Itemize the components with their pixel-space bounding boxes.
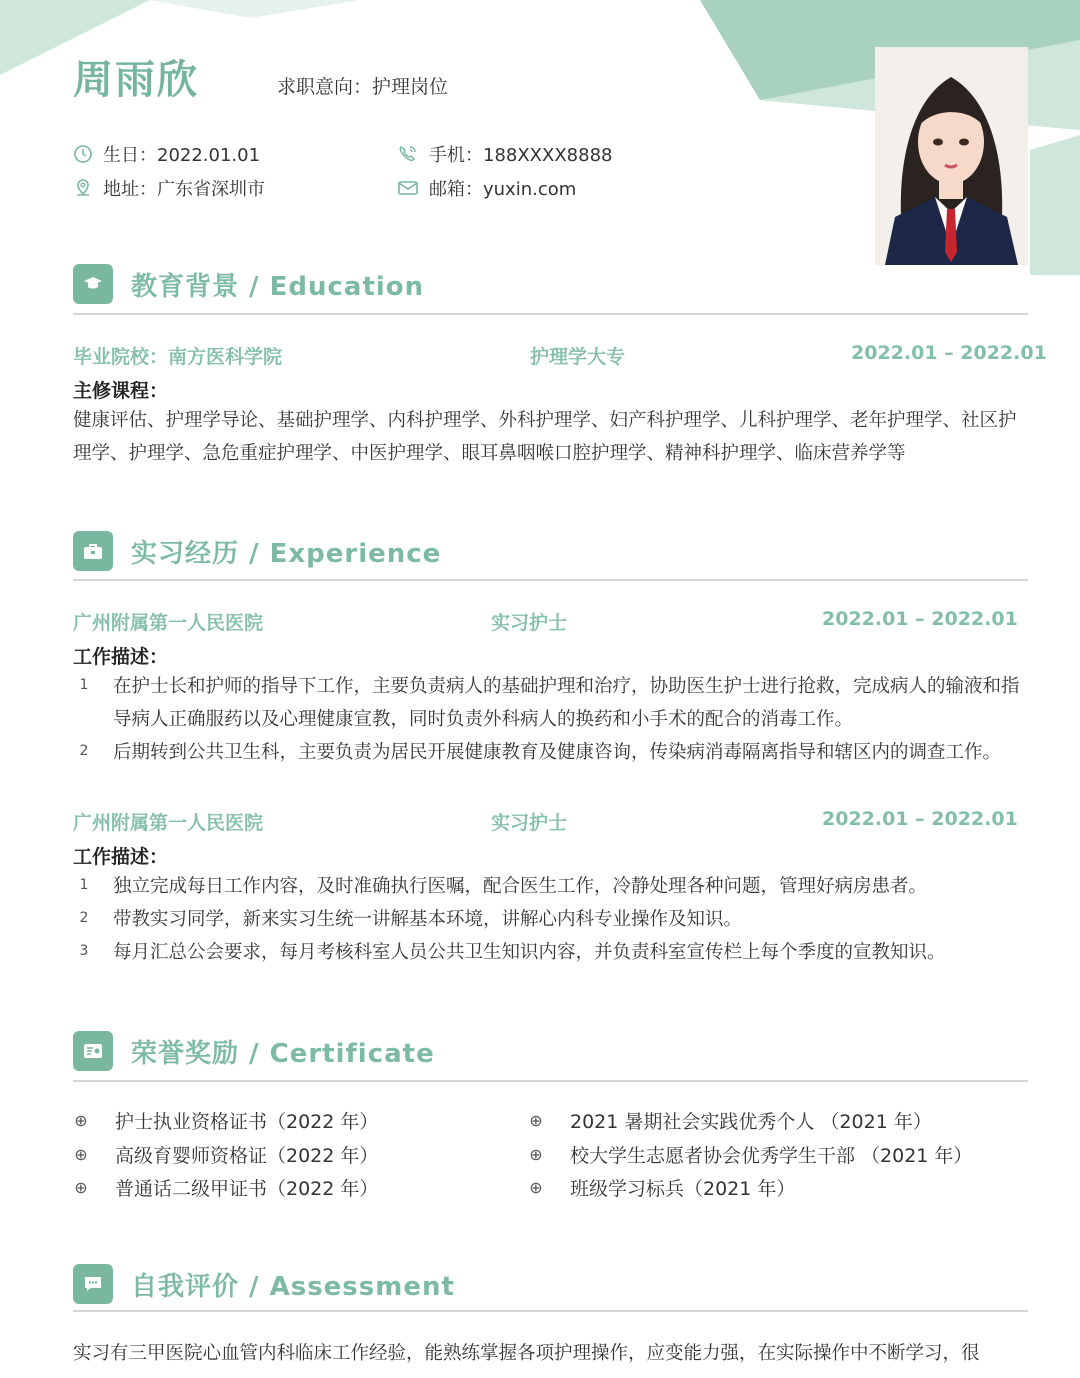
chat-bubble-icon: [73, 1264, 113, 1304]
circle-plus-icon: ⊕: [529, 1111, 543, 1130]
list-item: [73, 903, 1033, 936]
section-divider: [73, 1080, 1028, 1082]
item-text: 在护士长和护师的指导下工作，主要负责病人的基础护理和治疗，协助医生护士进行抢救，完成病人的输液和指导病人正确服药以及心理健康宣教，同时负责外科病人的换药和小手术的配合的消毒工作。: [113, 676, 1020, 730]
exp2-desc-label: 工作描述：: [73, 846, 169, 868]
education-period: 2022.01 – 2022.01: [851, 342, 1047, 364]
exp1-period: 2022.01 – 2022.01: [822, 608, 1018, 630]
item-text: 每月汇总公会要求，每月考核科室人员公共卫生知识内容，并负责科室宣传栏上每个季度的宣教知识。: [113, 942, 946, 963]
certificate-text: 班级学习标兵（2021 年）: [570, 1178, 796, 1200]
exp1-desc-label: 工作描述：: [73, 646, 169, 668]
certificate-text: 普通话二级甲证书（2022 年）: [115, 1178, 379, 1200]
address-row: [73, 175, 265, 201]
birthday-text: 生日：2022.01.01: [103, 145, 261, 166]
email-text: 邮箱：yuxin.com: [429, 179, 577, 200]
experience-title: 实习经历 / Experience: [131, 538, 442, 569]
item-text: 后期转到公共卫生科，主要负责为居民开展健康教育及健康咨询，传染病消毒隔离指导和辖区内的调查工作。: [113, 742, 1002, 763]
certificate-text: 高级育婴师资格证（2022 年）: [115, 1145, 379, 1167]
school-name: 毕业院校：南方医科学院: [73, 346, 283, 368]
item-number: 2: [79, 910, 89, 926]
circle-plus-icon: ⊕: [529, 1145, 543, 1164]
certificate-header: [73, 1031, 435, 1071]
list-item: [73, 870, 1033, 903]
certificate-text: 校大学生志愿者协会优秀学生干部 （2021 年）: [570, 1145, 973, 1167]
certificate-title: 荣誉奖励 / Certificate: [131, 1038, 435, 1069]
circle-plus-icon: ⊕: [529, 1178, 543, 1197]
education-title: 教育背景 / Education: [131, 271, 425, 302]
section-divider: [73, 579, 1028, 581]
job-intent: 求职意向：护理岗位: [277, 76, 449, 98]
assessment-header: [73, 1264, 455, 1304]
courses-label: 主修课程：: [73, 380, 169, 402]
exp1-role: 实习护士: [491, 612, 568, 634]
item-text: 带教实习同学，新来实习生统一讲解基本环境，讲解心内科专业操作及知识。: [113, 909, 743, 930]
exp2-role: 实习护士: [491, 812, 568, 834]
address-text: 地址：广东省深圳市: [103, 179, 265, 200]
section-divider: [73, 313, 1028, 315]
profile-photo: [875, 47, 1028, 265]
circle-plus-icon: ⊕: [74, 1145, 88, 1164]
certificate-item: [73, 1174, 378, 1201]
item-number: 3: [79, 943, 89, 959]
clock-icon: [73, 144, 93, 164]
graduation-cap-icon: [73, 264, 113, 304]
certificate-item: [528, 1141, 972, 1168]
major-name: 护理学大专: [530, 346, 626, 368]
phone-icon: [397, 144, 419, 164]
exp2-period: 2022.01 – 2022.01: [822, 808, 1018, 830]
item-number: 1: [79, 677, 89, 693]
certificate-item: [73, 1141, 378, 1168]
certificate-item: [73, 1107, 378, 1134]
item-number: 2: [79, 743, 89, 759]
circle-plus-icon: ⊕: [74, 1111, 88, 1130]
location-pin-icon: [73, 178, 93, 198]
email-row: [397, 175, 576, 201]
phone-row: [397, 141, 613, 167]
item-text: 独立完成每日工作内容，及时准确执行医嘱，配合医生工作，冷静处理各种问题，管理好病房患者。: [113, 876, 928, 897]
experience-header: [73, 531, 441, 571]
education-header: [73, 264, 424, 304]
section-divider: [73, 1310, 1028, 1312]
list-item: [73, 670, 1033, 736]
certificate-item: [528, 1107, 932, 1134]
exp2-org: 广州附属第一人民医院: [73, 812, 264, 834]
assessment-title: 自我评价 / Assessment: [131, 1271, 455, 1302]
circle-plus-icon: ⊕: [74, 1178, 88, 1197]
candidate-name: 周雨欣: [73, 57, 199, 103]
birthday-row: [73, 141, 260, 167]
item-number: 1: [79, 877, 89, 893]
assessment-text: 实习有三甲医院心血管内科临床工作经验，能熟练掌握各项护理操作，应变能力强，在实际操作中不断学习，很: [73, 1343, 980, 1364]
briefcase-icon: [73, 531, 113, 571]
certificate-icon: [73, 1031, 113, 1071]
list-item: [73, 736, 1033, 769]
envelope-icon: [397, 178, 419, 198]
certificate-item: [528, 1174, 795, 1201]
courses-text: 健康评估、护理学导论、基础护理学、内科护理学、外科护理学、妇产科护理学、儿科护理学、老年护理学、社区护理学、护理学、急危重症护理学、中医护理学、眼耳鼻咽喉口腔护理学、精神科护理学、临床营养学等: [73, 410, 1017, 464]
phone-text: 手机：188XXXX8888: [429, 145, 613, 166]
certificate-text: 护士执业资格证书（2022 年）: [115, 1111, 379, 1133]
exp1-org: 广州附属第一人民医院: [73, 612, 264, 634]
certificate-text: 2021 暑期社会实践优秀个人 （2021 年）: [570, 1111, 932, 1133]
list-item: [73, 936, 1033, 969]
